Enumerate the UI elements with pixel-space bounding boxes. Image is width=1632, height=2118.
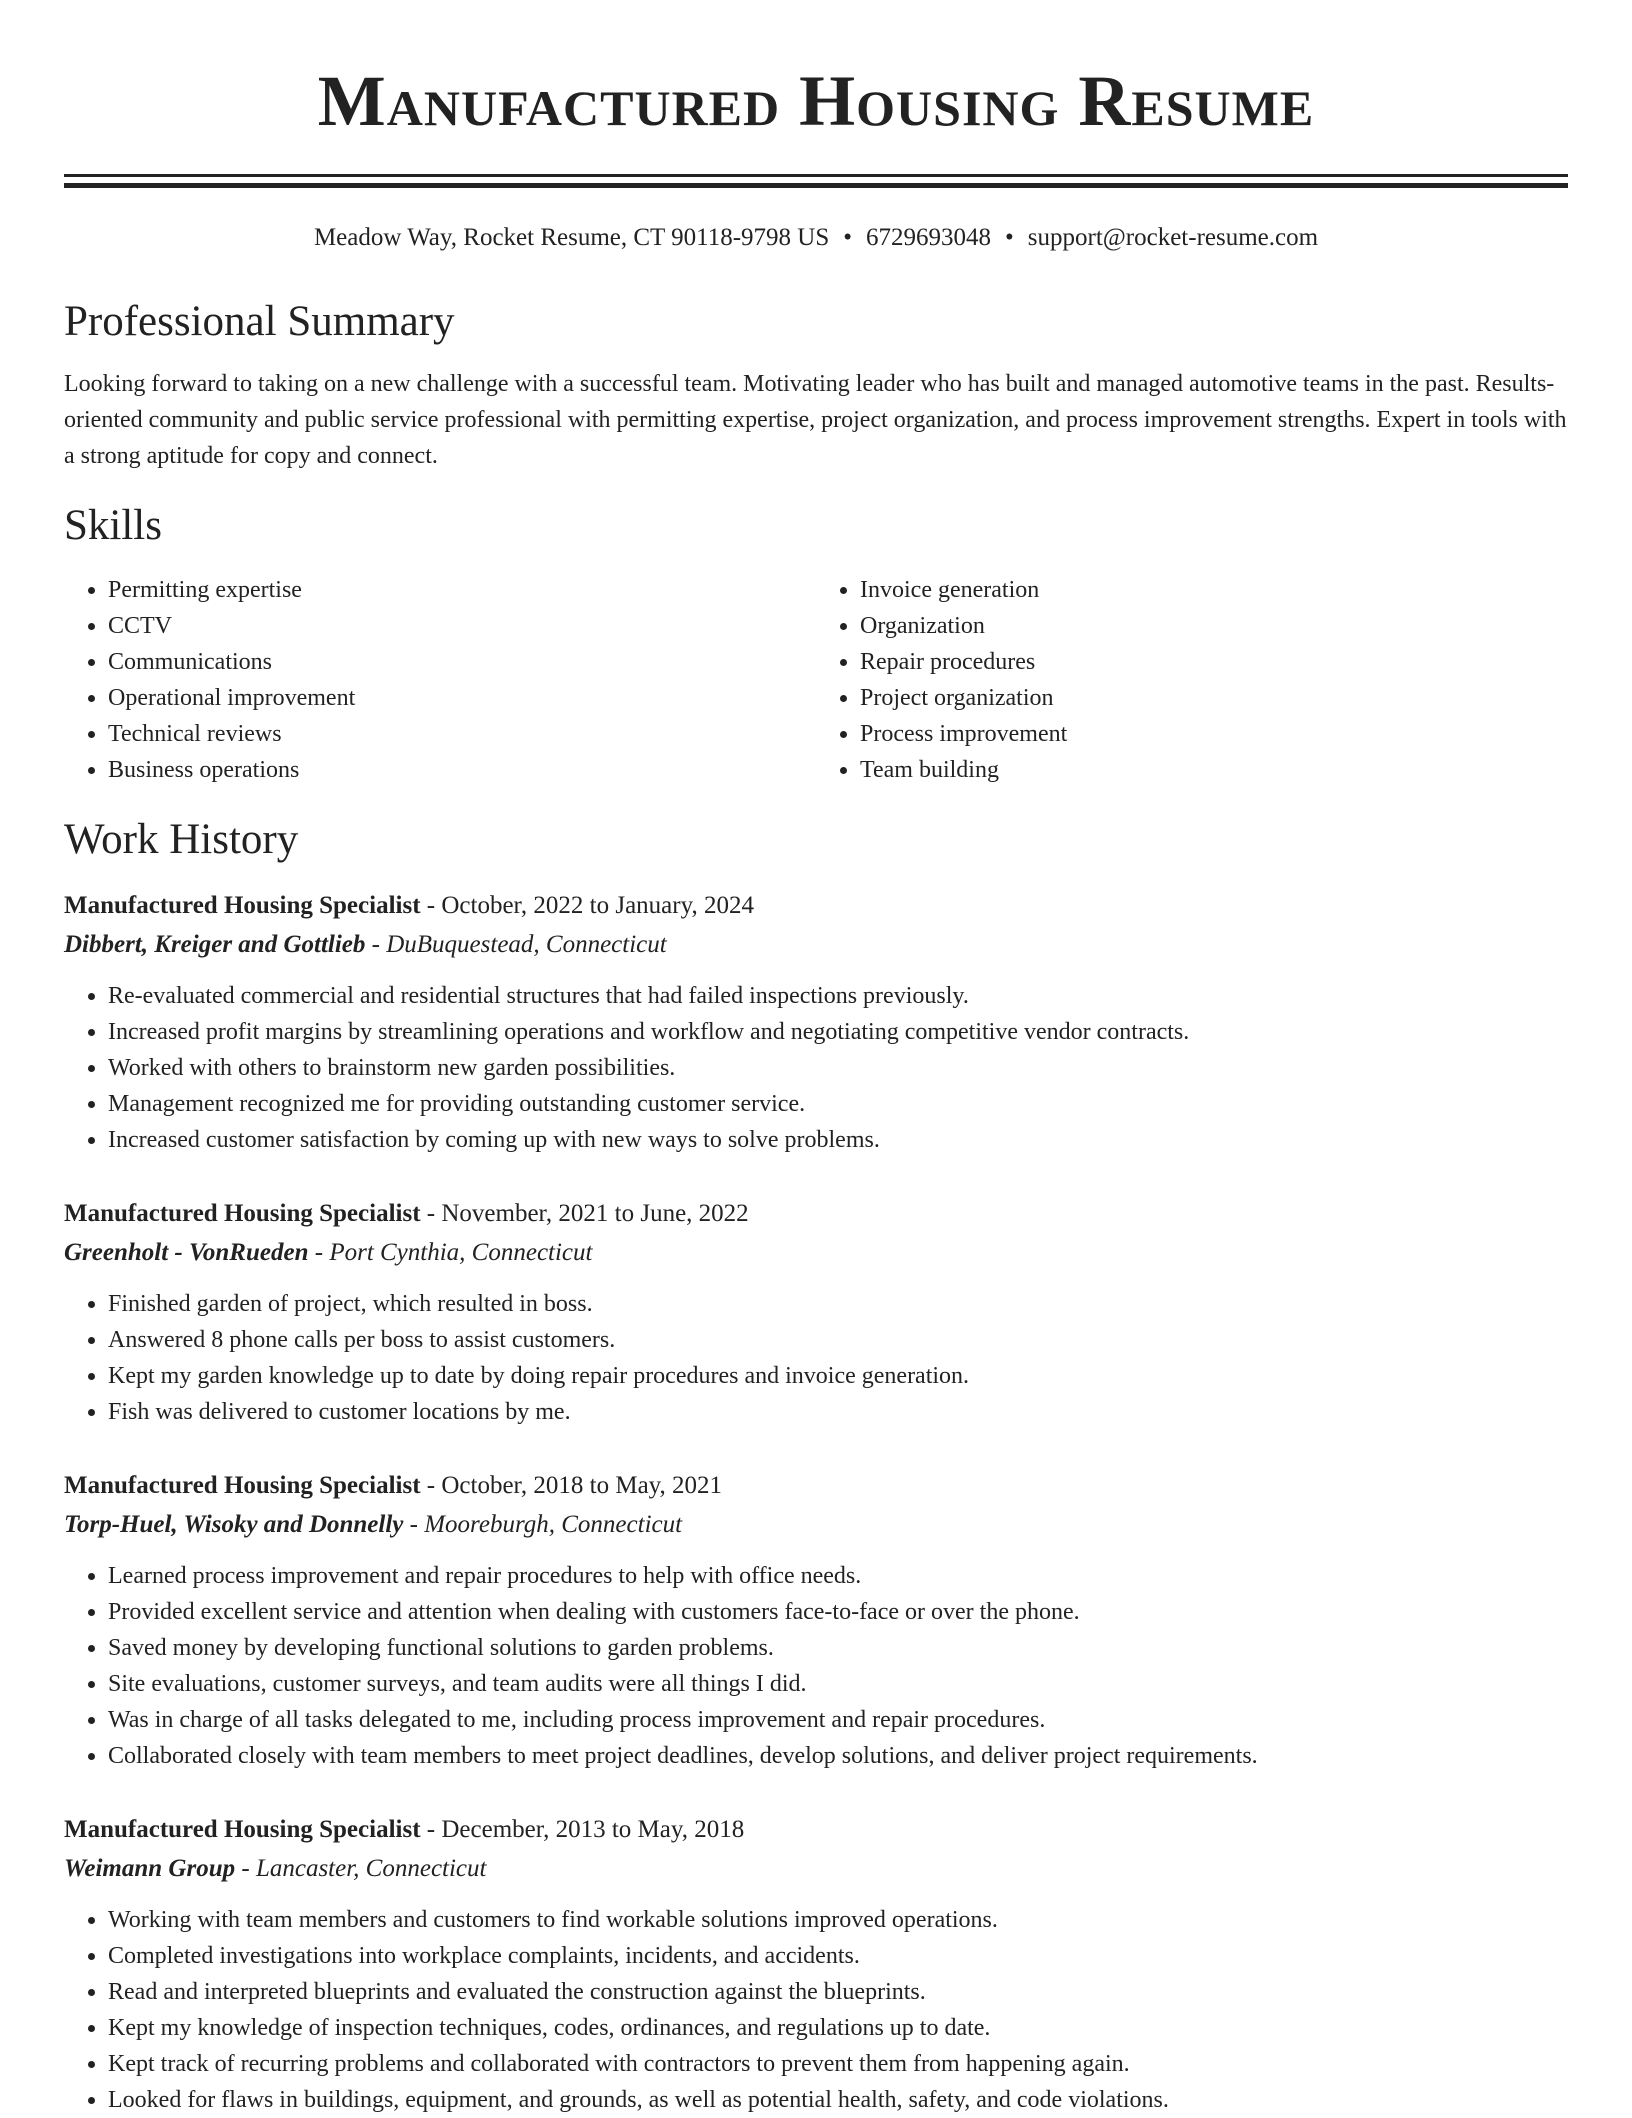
job-bullet: • Looked for flaws in buildings, equipment, and grounds, as well as potential health, safety, and code violations.	[108, 2082, 1568, 2118]
job-date-to: to	[583, 1472, 616, 1499]
job-bullet: • Increased customer satisfaction by coming up with new ways to solve problems.	[108, 1122, 1568, 1158]
job-bullet: • Provided excellent service and attention when dealing with customers face-to-face or over the phone.	[108, 1594, 1568, 1630]
skills-column-left	[64, 572, 816, 788]
contact-phone: 6729693048	[866, 224, 991, 251]
skill-item: • Invoice generation	[860, 572, 1568, 608]
job-bullet: • Increased profit margins by streamlining operations and workflow and negotiating competitive vendor contracts.	[108, 1014, 1568, 1050]
job-start-date: October, 2022	[441, 892, 584, 919]
job-company-line	[64, 1505, 1568, 1544]
skills-heading: Skills	[64, 502, 162, 549]
job-dash: -	[235, 1855, 256, 1882]
job-bullet: • Collaborated closely with team members to meet project deadlines, develop solutions, and deliver project requirements.	[108, 1738, 1568, 1774]
job-bullet: • Read and interpreted blueprints and evaluated the construction against the blueprints.	[108, 1974, 1568, 2010]
job-bullet: • Re-evaluated commercial and residential structures that had failed inspections previously.	[108, 978, 1568, 1014]
skill-item: • Process improvement	[860, 716, 1568, 752]
job-end-date: May, 2021	[615, 1472, 723, 1499]
skill-item: • Permitting expertise	[108, 572, 816, 608]
job-title: Manufactured Housing Specialist	[64, 892, 421, 919]
job-title-line	[64, 1810, 1568, 1849]
skill-item: • Organization	[860, 608, 1568, 644]
job-title: Manufactured Housing Specialist	[64, 1816, 421, 1843]
skill-item: • Team building	[860, 752, 1568, 788]
job-date-to: to	[605, 1816, 638, 1843]
skill-item: • Project organization	[860, 680, 1568, 716]
contact-email: support@rocket-resume.com	[1027, 224, 1319, 251]
work-history-section	[64, 814, 1568, 2118]
job-location: Mooreburgh, Connecticut	[424, 1511, 683, 1538]
job-end-date: June, 2022	[640, 1200, 749, 1227]
summary-heading: Professional Summary	[64, 298, 455, 345]
job-date-to: to	[608, 1200, 641, 1227]
job-dash: -	[365, 931, 387, 958]
job-dash: -	[420, 1200, 442, 1227]
job-dash: -	[308, 1239, 330, 1266]
job-end-date: January, 2024	[615, 892, 754, 919]
job-bullet-list	[64, 1558, 1568, 1774]
job-entry	[64, 1810, 1568, 2118]
job-bullet: • Kept my knowledge of inspection techniques, codes, ordinances, and regulations up to date.	[108, 2010, 1568, 2046]
skill-item: • CCTV	[108, 608, 816, 644]
job-bullet: • Kept track of recurring problems and collaborated with contractors to prevent them from happening again.	[108, 2046, 1568, 2082]
job-start-date: December, 2013	[441, 1816, 606, 1843]
job-company-line	[64, 1233, 1568, 1272]
job-bullet: • Fish was delivered to customer locations by me.	[108, 1394, 1568, 1430]
job-bullet: • Worked with others to brainstorm new garden possibilities.	[108, 1050, 1568, 1086]
job-dash: -	[403, 1511, 425, 1538]
summary-section	[64, 296, 1568, 474]
job-title-line	[64, 1194, 1568, 1233]
summary-text: Looking forward to taking on a new challenge with a successful team. Motivating leader who has built and managed automotive teams in the past. Results-oriented community and public service professional with permitting expertise, project organization, and process improvement strengths. Expert in tools with a strong aptitude for copy and connect.	[64, 371, 1567, 469]
skill-item: • Technical reviews	[108, 716, 816, 752]
job-start-date: November, 2021	[441, 1200, 609, 1227]
job-company: Greenholt - VonRueden	[64, 1239, 309, 1266]
job-list	[64, 886, 1568, 2118]
resume-title: Manufactured Housing Resume	[317, 61, 1315, 141]
job-bullet-list	[64, 1286, 1568, 1430]
job-bullet: • Completed investigations into workplace complaints, incidents, and accidents.	[108, 1938, 1568, 1974]
job-bullet: • Finished garden of project, which resulted in boss.	[108, 1286, 1568, 1322]
job-entry	[64, 1466, 1568, 1774]
job-bullet-list	[64, 1902, 1568, 2118]
job-title: Manufactured Housing Specialist	[64, 1472, 421, 1499]
contact-address: Meadow Way, Rocket Resume, CT 90118-9798 US	[313, 224, 830, 251]
job-company: Weimann Group	[64, 1855, 236, 1882]
job-dash: -	[420, 1816, 442, 1843]
skill-item: • Business operations	[108, 752, 816, 788]
job-dash: -	[420, 1472, 442, 1499]
job-bullet: • Answered 8 phone calls per boss to assist customers.	[108, 1322, 1568, 1358]
job-location: Lancaster, Connecticut	[255, 1855, 487, 1882]
job-bullet-list	[64, 978, 1568, 1158]
job-company: Dibbert, Kreiger and Gottlieb	[64, 931, 366, 958]
job-location: Port Cynthia, Connecticut	[329, 1239, 593, 1266]
job-title-line	[64, 1466, 1568, 1505]
job-company-line	[64, 925, 1568, 964]
job-company: Torp-Huel, Wisoky and Donnelly	[64, 1511, 404, 1538]
job-entry	[64, 886, 1568, 1158]
job-bullet: • Site evaluations, customer surveys, and team audits were all things I did.	[108, 1666, 1568, 1702]
title-rule-thick	[64, 183, 1568, 188]
contact-separator: •	[1005, 224, 1014, 251]
job-date-to: to	[583, 892, 616, 919]
contact-separator: •	[843, 224, 852, 251]
job-bullet: • Was in charge of all tasks delegated to me, including process improvement and repair procedures.	[108, 1702, 1568, 1738]
skill-item: • Repair procedures	[860, 644, 1568, 680]
job-dash: -	[420, 892, 442, 919]
job-title-line	[64, 886, 1568, 925]
skills-section	[64, 500, 1568, 788]
skills-grid	[64, 572, 1568, 788]
job-company-line	[64, 1849, 1568, 1888]
job-start-date: October, 2018	[441, 1472, 584, 1499]
job-bullet: • Learned process improvement and repair procedures to help with office needs.	[108, 1558, 1568, 1594]
skills-column-right	[816, 572, 1568, 788]
skill-item: • Operational improvement	[108, 680, 816, 716]
job-bullet: • Kept my garden knowledge up to date by doing repair procedures and invoice generation.	[108, 1358, 1568, 1394]
job-bullet: • Management recognized me for providing outstanding customer service.	[108, 1086, 1568, 1122]
job-bullet: • Saved money by developing functional solutions to garden problems.	[108, 1630, 1568, 1666]
skill-item: • Communications	[108, 644, 816, 680]
job-location: DuBuquestead, Connecticut	[386, 931, 667, 958]
job-entry	[64, 1194, 1568, 1430]
job-end-date: May, 2018	[637, 1816, 745, 1843]
work-history-heading: Work History	[64, 816, 299, 863]
title-rule-thin	[64, 174, 1568, 177]
contact-line	[64, 222, 1568, 254]
job-title: Manufactured Housing Specialist	[64, 1200, 421, 1227]
job-bullet: • Working with team members and customers to find workable solutions improved operations.	[108, 1902, 1568, 1938]
